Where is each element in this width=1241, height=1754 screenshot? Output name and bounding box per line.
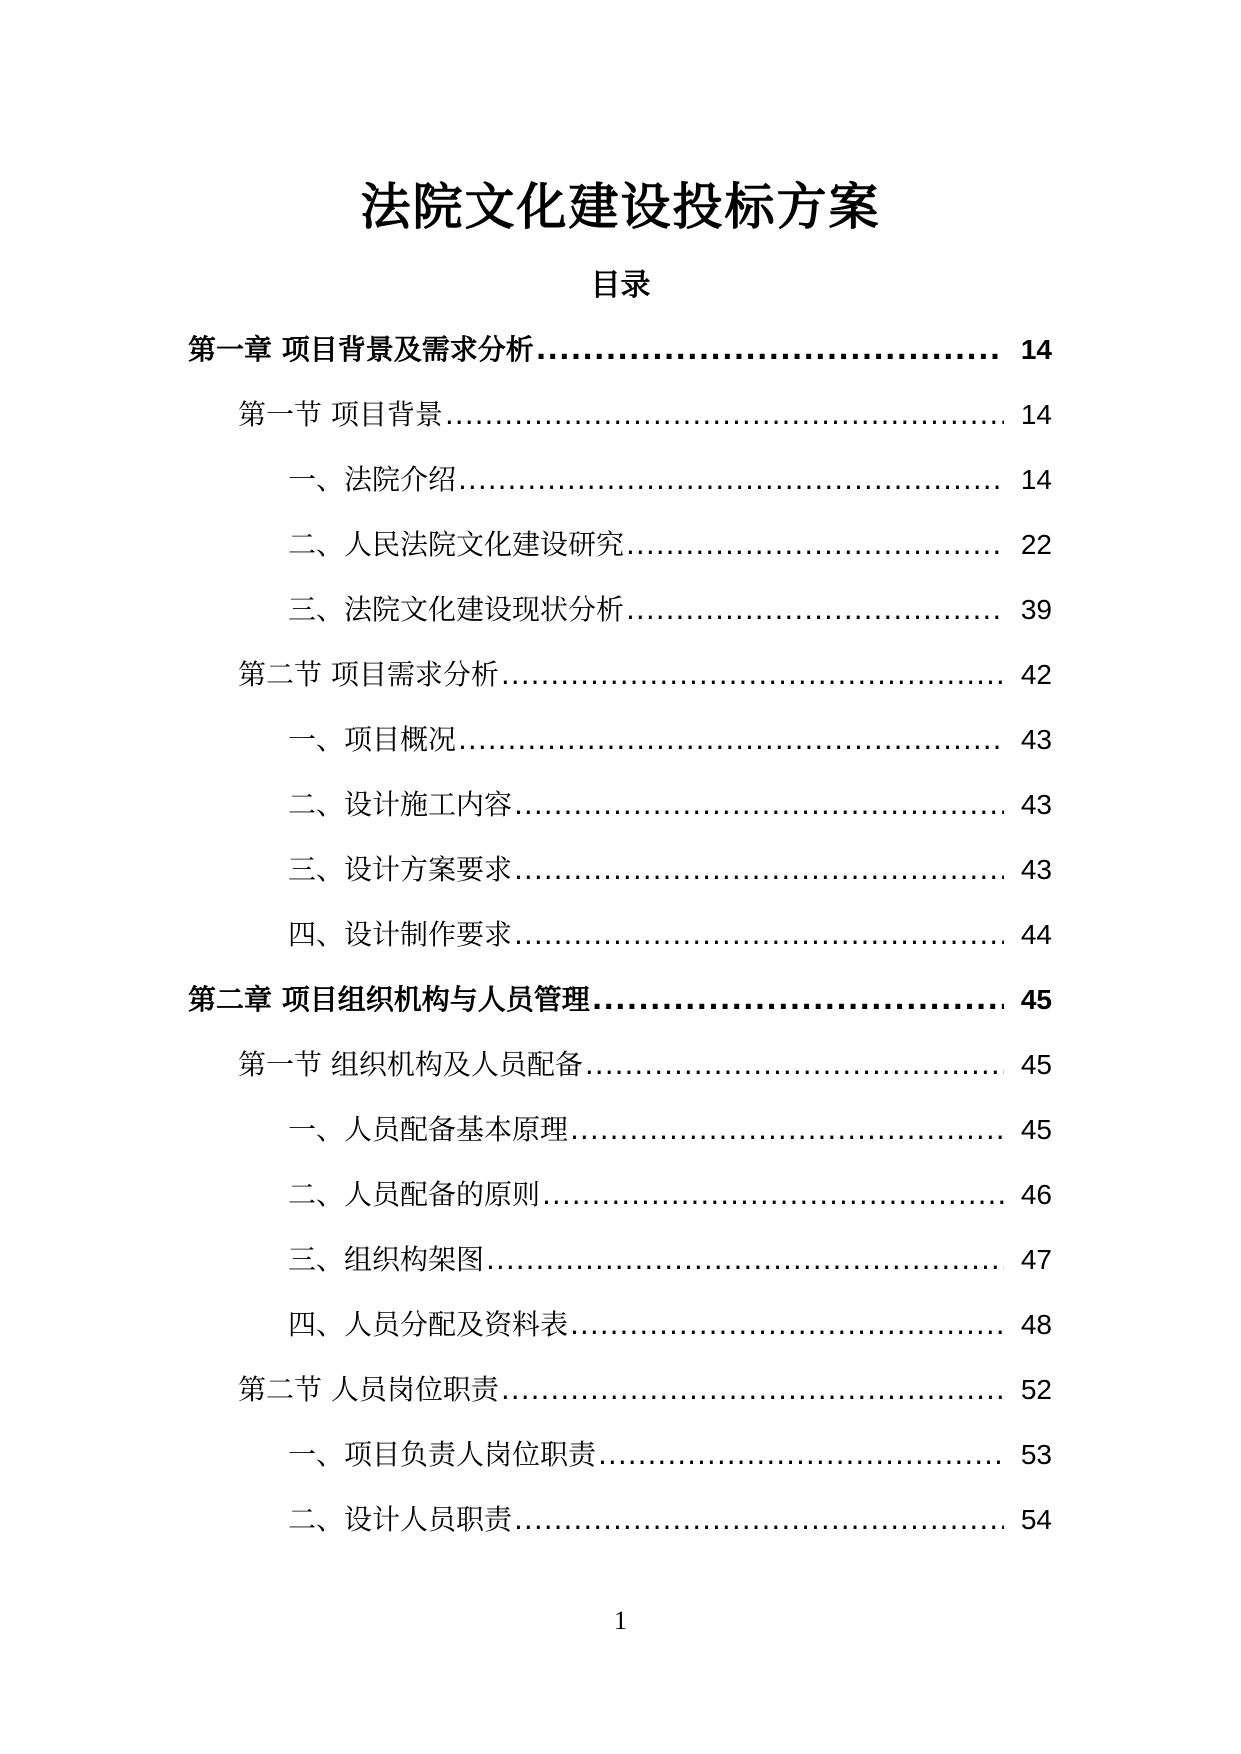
toc-entry-title: 第二节 项目需求分析	[238, 658, 499, 691]
toc-dot-leader	[458, 720, 1004, 760]
toc-entry-title: 三、组织构架图	[288, 1243, 485, 1276]
toc-dot-leader	[570, 1110, 1004, 1150]
toc-entry-title: 三、设计方案要求	[288, 853, 513, 886]
toc-entry-page: 14	[1020, 399, 1052, 430]
toc-dot-leader	[626, 590, 1004, 630]
toc-entry-page: 44	[1020, 919, 1052, 950]
toc-entry-title: 一、项目负责人岗位职责	[288, 1438, 597, 1471]
toc-entry[interactable]	[0, 980, 1241, 1045]
toc-dot-leader	[514, 915, 1004, 955]
toc-entry-title: 第一节 组织机构及人员配备	[238, 1048, 583, 1081]
toc-entry[interactable]	[0, 785, 1241, 850]
toc-entry-title: 一、项目概况	[288, 723, 457, 756]
toc-entry[interactable]	[0, 1305, 1241, 1370]
toc-entry[interactable]	[0, 460, 1241, 525]
page-number: 1	[614, 1606, 627, 1635]
toc-entry-page: 48	[1020, 1309, 1052, 1340]
toc-entry-title: 二、设计施工内容	[288, 788, 513, 821]
toc-entry-title: 四、人员分配及资料表	[288, 1308, 569, 1341]
toc-entry[interactable]	[0, 525, 1241, 590]
toc-entry-title: 四、设计制作要求	[288, 918, 513, 951]
toc-entry[interactable]	[0, 850, 1241, 915]
toc-heading: 目录	[590, 268, 651, 303]
toc-entry-page: 52	[1020, 1374, 1052, 1405]
toc-entry[interactable]	[0, 1370, 1241, 1435]
toc-dot-leader	[585, 1045, 1004, 1085]
toc-entry-page: 53	[1020, 1439, 1052, 1470]
toc-entry-page: 45	[1020, 1049, 1052, 1080]
toc-entry-title: 二、设计人员职责	[288, 1503, 513, 1536]
toc-entry[interactable]	[0, 1110, 1241, 1175]
toc-dot-leader	[598, 1435, 1004, 1475]
toc-entry[interactable]	[0, 1500, 1241, 1565]
toc-entry[interactable]	[0, 1435, 1241, 1500]
toc-dot-leader	[458, 460, 1004, 500]
toc-entry-page: 42	[1020, 659, 1052, 690]
toc-entry-page: 22	[1020, 529, 1052, 560]
toc-entry-page: 43	[1020, 724, 1052, 755]
toc-dot-leader	[542, 1175, 1004, 1215]
toc-entry-title: 二、人员配备的原则	[288, 1178, 541, 1211]
toc-dot-leader	[514, 1500, 1004, 1540]
toc-entry-page: 45	[1020, 984, 1052, 1015]
toc-entry-title: 第一章 项目背景及需求分析	[188, 333, 534, 366]
toc-dot-leader	[592, 980, 1004, 1020]
toc-entry[interactable]	[0, 720, 1241, 785]
toc-entry[interactable]	[0, 395, 1241, 460]
toc-entry-title: 一、法院介绍	[288, 463, 457, 496]
toc-entry[interactable]	[0, 915, 1241, 980]
toc-entry-title: 二、人民法院文化建设研究	[288, 528, 625, 561]
toc-dot-leader	[536, 330, 1004, 370]
toc-entry[interactable]	[0, 1045, 1241, 1110]
toc-dot-leader	[626, 525, 1004, 565]
toc-entry[interactable]	[0, 330, 1241, 395]
toc-dot-leader	[514, 785, 1004, 825]
toc-entry-page: 47	[1020, 1244, 1052, 1275]
toc-entry-page: 43	[1020, 854, 1052, 885]
toc-entry-page: 46	[1020, 1179, 1052, 1210]
table-of-contents	[0, 330, 1241, 1565]
toc-dot-leader	[445, 395, 1004, 435]
toc-entry-title: 第一节 项目背景	[238, 398, 443, 431]
toc-entry-title: 第二节 人员岗位职责	[238, 1373, 499, 1406]
toc-dot-leader	[486, 1240, 1004, 1280]
toc-entry-page: 43	[1020, 789, 1052, 820]
toc-entry-page: 14	[1020, 334, 1052, 365]
toc-entry-title: 三、法院文化建设现状分析	[288, 593, 625, 626]
toc-entry[interactable]	[0, 1240, 1241, 1305]
toc-entry[interactable]	[0, 655, 1241, 720]
toc-entry-title: 第二章 项目组织机构与人员管理	[188, 983, 590, 1016]
toc-dot-leader	[570, 1305, 1004, 1345]
toc-entry-title: 一、人员配备基本原理	[288, 1113, 569, 1146]
toc-entry-page: 39	[1020, 594, 1052, 625]
toc-entry-page: 54	[1020, 1504, 1052, 1535]
toc-dot-leader	[501, 1370, 1004, 1410]
toc-entry[interactable]	[0, 590, 1241, 655]
toc-entry-page: 14	[1020, 464, 1052, 495]
toc-entry-page: 45	[1020, 1114, 1052, 1145]
toc-dot-leader	[514, 850, 1004, 890]
toc-entry[interactable]	[0, 1175, 1241, 1240]
document-title: 法院文化建设投标方案	[360, 178, 881, 236]
toc-dot-leader	[501, 655, 1004, 695]
